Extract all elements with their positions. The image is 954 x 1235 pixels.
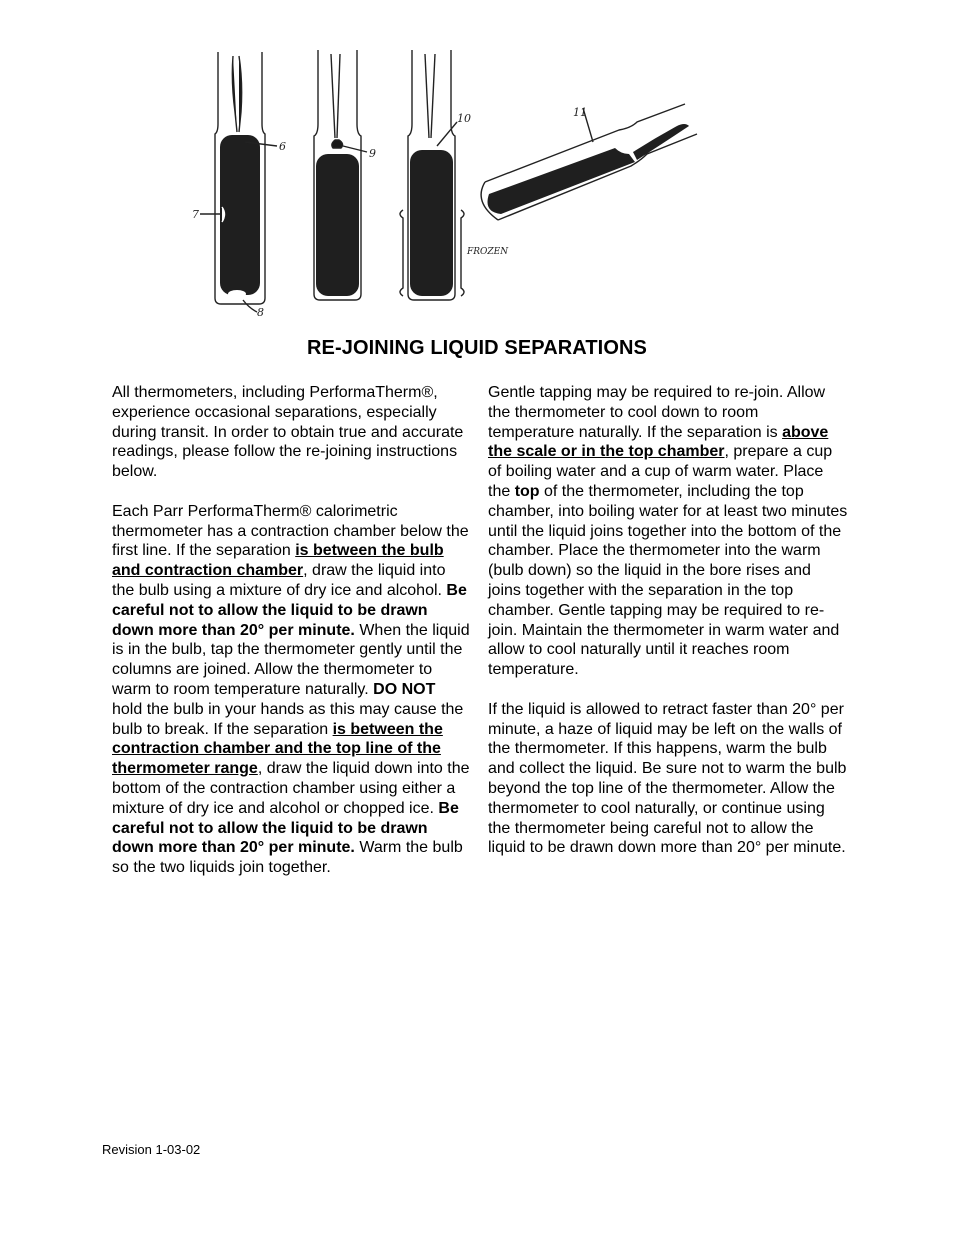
bold-run: top [514,482,540,500]
thermometer-3 [400,50,464,300]
label-9: 9 [369,147,376,160]
label-8: 8 [257,306,264,319]
intro-text: All thermometers, including PerformaTherm®, experience occasional separations, especially during transit. In order to obtain true and accurate readings, please follow the re-joining instructions below. [112,384,464,481]
haze-paragraph [488,700,848,858]
label-7: 7 [192,208,199,221]
bold-warning: Be careful not to allow the liquid to be drawn down more than 20° per minute. [112,581,467,639]
label-11: 11 [573,106,587,119]
thermometer-4 [481,104,697,220]
top-chamber-paragraph [488,383,848,680]
bold-underline-run: is between the bulb and contraction chamber [112,542,444,580]
page-title: RE-JOINING LIQUID SEPARATIONS [307,337,647,359]
thermometer-1-column [220,135,260,295]
thermometer-1 [200,52,277,312]
thermometer-4-column [488,148,636,214]
text-run: of the thermometer, including the top chamber, into boiling water for at least two minutes until the liquid joins together into the bottom of the chamber. Place the thermometer into the warm (bulb down) so the liquid in the bore rises and joins together with the separation in the top chamber. Gentle tapping may be required to re-join. Maintain the thermometer in warm water and allow to cool naturally until it reaches room temperature. [488,482,848,679]
contraction-chamber-paragraph [112,502,470,878]
label-frozen: FROZEN [467,247,509,257]
text-run: Each Parr PerformaTherm® calorimetric thermometer has a contraction chamber below the first line. If the separation [112,502,469,560]
text-run: Gentle tapping may be required to re-join. Allow the thermometer to cool down to room temperature naturally. If the separation is [488,384,826,441]
bold-warning: Be careful not to allow the liquid to be drawn down more than 20° per minute. [112,799,459,857]
text-run: , draw the liquid down into the bottom of the contraction chamber using either a mixture of dry ice and alcohol or chopped ice. [112,760,470,817]
revision-footer: Revision 1-03-02 [102,1142,201,1157]
text-run: hold the bulb in your hands as this may cause the bulb to break. If the separation [112,700,464,738]
label-6: 6 [279,140,286,153]
text-run: When the liquid is in the bulb, tap the thermometer gently until the columns are joined. Allow the thermometer to warm to room temperature naturally. [112,621,470,698]
text-run: Warm the bulb so the two liquids join together. [112,839,463,877]
thermometer-2-column [316,154,359,296]
thermometer-3-column [410,150,453,296]
text-run: , draw the liquid into the bulb using a mixture of dry ice and alcohol. [112,562,447,599]
bold-underline-run: above the scale or in the top chamber [488,423,829,461]
intro-paragraph [112,383,470,482]
left-column [112,383,470,898]
thermometer-separation-illustration [185,42,725,324]
bold-warning: DO NOT [373,680,436,698]
text-run: , prepare a cup of boiling water and a cup of warm water. Place the [488,443,833,500]
text-run: If the liquid is allowed to retract faster than 20° per minute, a haze of liquid may be left on the walls of the thermometer. If this happens, warm the bulb and collect the liquid. Be sure not to warm the bulb beyond the top line of the thermometer. Allow the thermometer to cool naturally, or continue using the thermometer being careful not to allow the liquid to be drawn down more than 20° per minute. [488,700,847,857]
right-column [488,383,848,878]
thermometer-2 [314,50,367,300]
bold-underline-run: is between the contraction chamber and the top line of the thermometer range [112,720,443,778]
label-10: 10 [457,112,471,125]
